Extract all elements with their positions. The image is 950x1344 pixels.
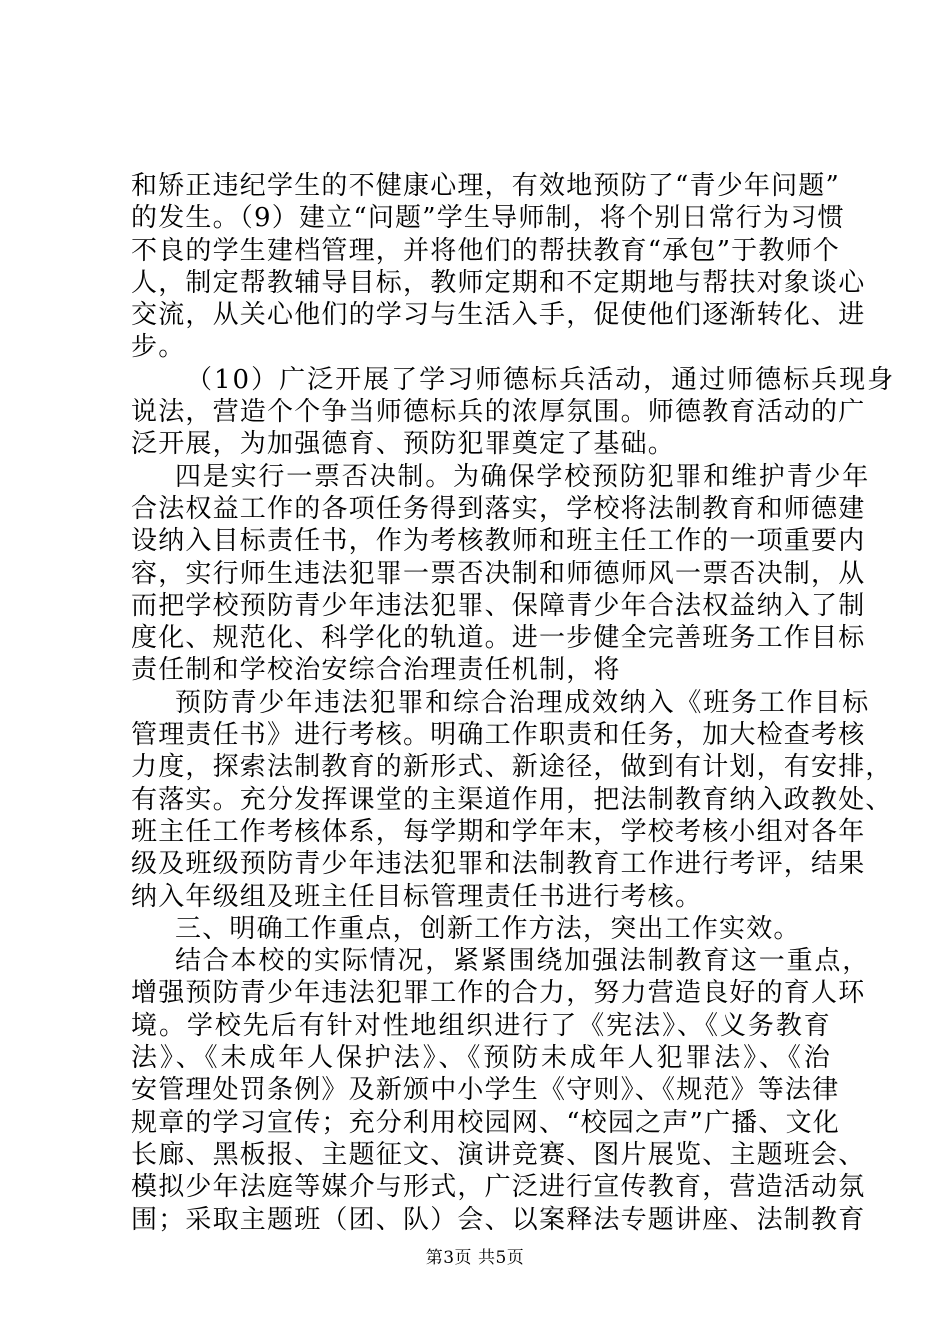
- text-line: 步。: [131, 332, 186, 363]
- document-body: [131, 170, 896, 1236]
- page-footer: [0, 1243, 950, 1268]
- text-line: 度化、规范化、科学化的轨道。进一步健全完善班务工作目标: [131, 623, 866, 654]
- text-line: 交流，从关心他们的学习与生活入手，促使他们逐渐转化、进: [131, 300, 866, 331]
- text-line: 规章的学习宣传；充分利用校园网、“校园之声”广播、文化: [131, 1107, 840, 1138]
- section-heading: 三、明确工作重点，创新工作方法，突出工作实效。: [175, 913, 801, 944]
- text-line: 增强预防青少年违法犯罪工作的合力，努力营造良好的育人环: [131, 978, 866, 1009]
- text-line: 级及班级预防青少年违法犯罪和法制教育工作进行考评，结果: [131, 849, 866, 880]
- text-line: 有落实。充分发挥课堂的主渠道作用，把法制教育纳入政教处、: [131, 784, 893, 815]
- text-line: 的发生。（9）建立“问题”学生导师制，将个别日常行为习惯: [131, 203, 845, 234]
- text-line: 说法，营造个个争当师德标兵的浓厚氛围。师德教育活动的广: [131, 397, 866, 428]
- text-line: 法》、《未成年人保护法》、《预防未成年人犯罪法》、《治: [131, 1043, 831, 1074]
- text-line: 结合本校的实际情况，紧紧围绕加强法制教育这一重点，: [175, 946, 871, 977]
- text-line: （10）广泛开展了学习师德标兵活动，通过师德标兵现身: [186, 364, 896, 395]
- text-line: 预防青少年违法犯罪和综合治理成效纳入《班务工作目标: [175, 687, 871, 718]
- text-line: 不良的学生建档管理，并将他们的帮扶教育“承包”于教师个: [131, 235, 840, 266]
- text-line: 模拟少年法庭等媒介与形式，广泛进行宣传教育，营造活动氛: [131, 1172, 866, 1203]
- text-line: 容，实行师生违法犯罪一票否决制和师德师风一票否决制，从: [131, 558, 866, 589]
- text-line: 纳入年级组及班主任目标管理责任书进行考核。: [131, 881, 703, 912]
- text-line: 班主任工作考核体系，每学期和学年末，学校考核小组对各年: [131, 816, 866, 847]
- text-line: 责任制和学校治安综合治理责任机制，将: [131, 655, 621, 686]
- text-line: 合法权益工作的各项任务得到落实，学校将法制教育和师德建: [131, 493, 866, 524]
- text-line: 境。学校先后有针对性地组织进行了《宪法》、《义务教育: [131, 1010, 831, 1041]
- text-line: 设纳入目标责任书，作为考核教师和班主任工作的一项重要内: [131, 526, 866, 557]
- text-line: 人，制定帮教辅导目标，教师定期和不定期地与帮扶对象谈心: [131, 267, 866, 298]
- text-line: 四是实行一票否决制。为确保学校预防犯罪和维护青少年: [175, 461, 871, 492]
- text-line: 围；采取主题班（团、队）会、以案释法专题讲座、法制教育: [131, 1204, 866, 1235]
- text-line: 和矫正违纪学生的不健康心理，有效地预防了“青少年问题”: [131, 171, 840, 201]
- text-line: 安管理处罚条例》及新颁中小学生《守则》、《规范》等法律: [131, 1075, 840, 1106]
- text-line: 泛开展，为加强德育、预防犯罪奠定了基础。: [131, 429, 676, 460]
- page-number: 第3页 共5页: [425, 1248, 525, 1268]
- text-line: 而把学校预防青少年违法犯罪、保障青少年合法权益纳入了制: [131, 590, 866, 621]
- text-line: 长廊、黑板报、主题征文、演讲竞赛、图片展览、主题班会、: [131, 1139, 866, 1170]
- text-line: 力度，探索法制教育的新形式、新途径，做到有计划，有安排，: [131, 752, 893, 783]
- text-line: 管理责任书》进行考核。明确工作职责和任务，加大检查考核: [131, 720, 866, 751]
